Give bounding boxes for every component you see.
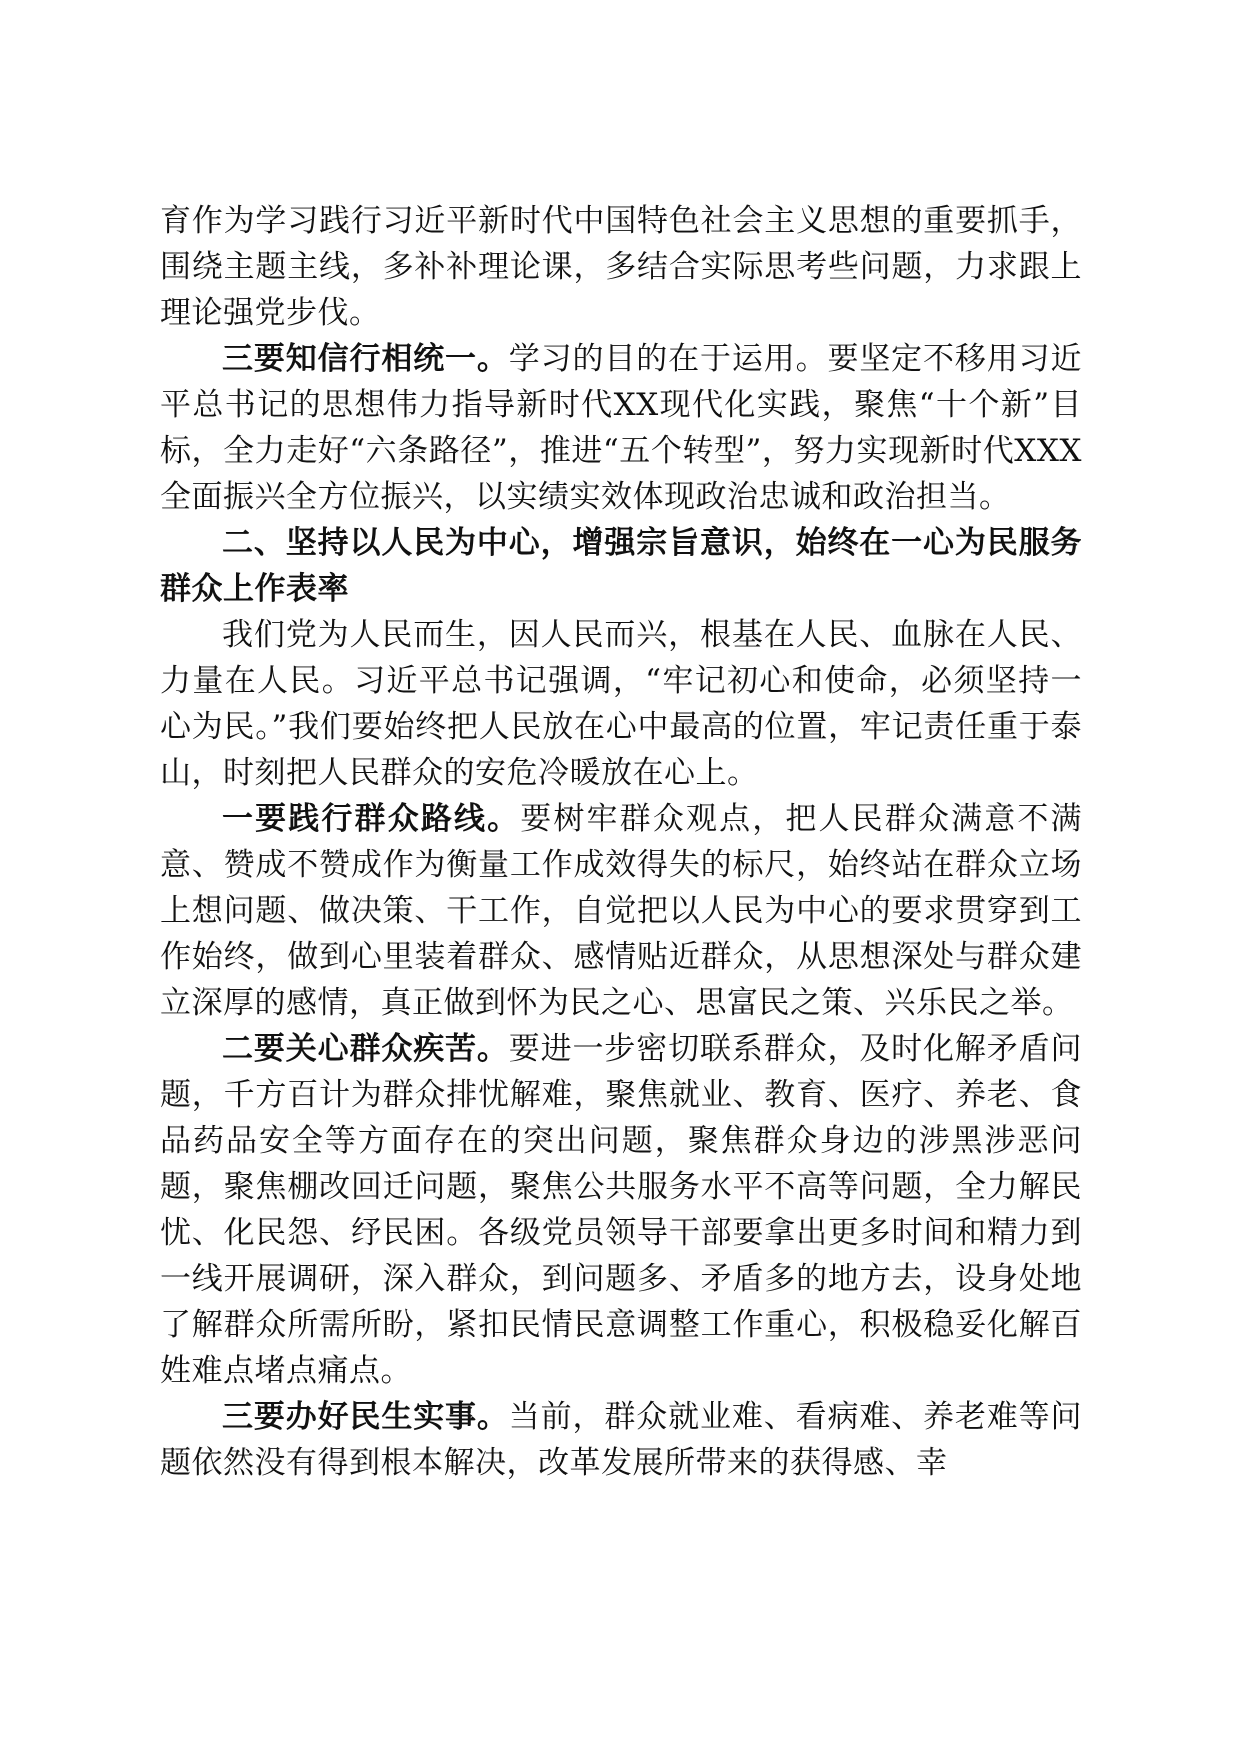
document-page (160, 198, 1082, 1486)
paragraph-text: 学习的目的在于运用。要坚定不移用习近平总书记的思想伟力指导新时代XX现代化实践，聚焦“十个新”目标，全力走好“六条路径”，推进“五个转型”，努力实现新时代XXX全面振兴全方位振兴，以实绩实效体现政治忠诚和政治担当。 (160, 341, 1083, 515)
paragraph-text: 要进一步密切联系群众，及时化解矛盾问题，千方百计为群众排忧解难，聚焦就业、教育、医疗、养老、食品药品安全等方面存在的突出问题，聚焦群众身边的涉黑涉恶问题，聚焦棚改回迁问题，聚焦公共服务水平不高等问题，全力解民忧、化民怨、纾民困。各级党员领导干部要拿出更多时间和精力到一线开展调研，深入群众，到问题多、矛盾多的地方去，设身处地了解群众所需所盼，紧扣民情民意调整工作重心，积极稳妥化解百姓难点堵点痛点。 (160, 1031, 1083, 1389)
paragraph-point-three-livelihood (160, 1394, 1082, 1486)
paragraph-text: 育作为学习践行习近平新时代中国特色社会主义思想的重要抓手，围绕主题主线，多补补理论课，多结合实际思考些问题，力求跟上理论强党步伐。 (160, 203, 1082, 331)
paragraph-lead: 一要践行群众路线。 (222, 801, 521, 837)
paragraph-point-three-unity (160, 336, 1082, 520)
paragraph-lead: 三要知信行相统一。 (222, 341, 509, 377)
paragraph-body (160, 612, 1082, 796)
paragraph-continuation (160, 198, 1082, 336)
heading-text: 二、坚持以人民为中心，增强宗旨意识，始终在一心为民服务群众上作表率 (160, 525, 1082, 607)
paragraph-lead: 三要办好民生实事。 (222, 1399, 509, 1435)
paragraph-point-one-mass-line (160, 796, 1082, 1026)
section-heading-two (160, 520, 1082, 612)
paragraph-lead: 二要关心群众疾苦。 (222, 1031, 509, 1067)
paragraph-text: 当前，群众就业难、看病难、养老难等问题依然没有得到根本解决，改革发展所带来的获得感、幸 (160, 1399, 1083, 1481)
paragraph-text: 要树牢群众观点，把人民群众满意不满意、赞成不赞成作为衡量工作成效得失的标尺，始终站在群众立场上想问题、做决策、干工作，自觉把以人民为中心的要求贯穿到工作始终，做到心里装着群众、感情贴近群众，从思想深处与群众建立深厚的感情，真正做到怀为民之心、思富民之策、兴乐民之举。 (160, 801, 1083, 1021)
paragraph-text: 我们党为人民而生，因人民而兴，根基在人民、血脉在人民、力量在人民。习近平总书记强调，“牢记初心和使命，必须坚持一心为民。”我们要始终把人民放在心中最高的位置，牢记责任重于泰山，时刻把人民群众的安危冷暖放在心上。 (160, 617, 1082, 791)
paragraph-point-two-hardships (160, 1026, 1082, 1394)
